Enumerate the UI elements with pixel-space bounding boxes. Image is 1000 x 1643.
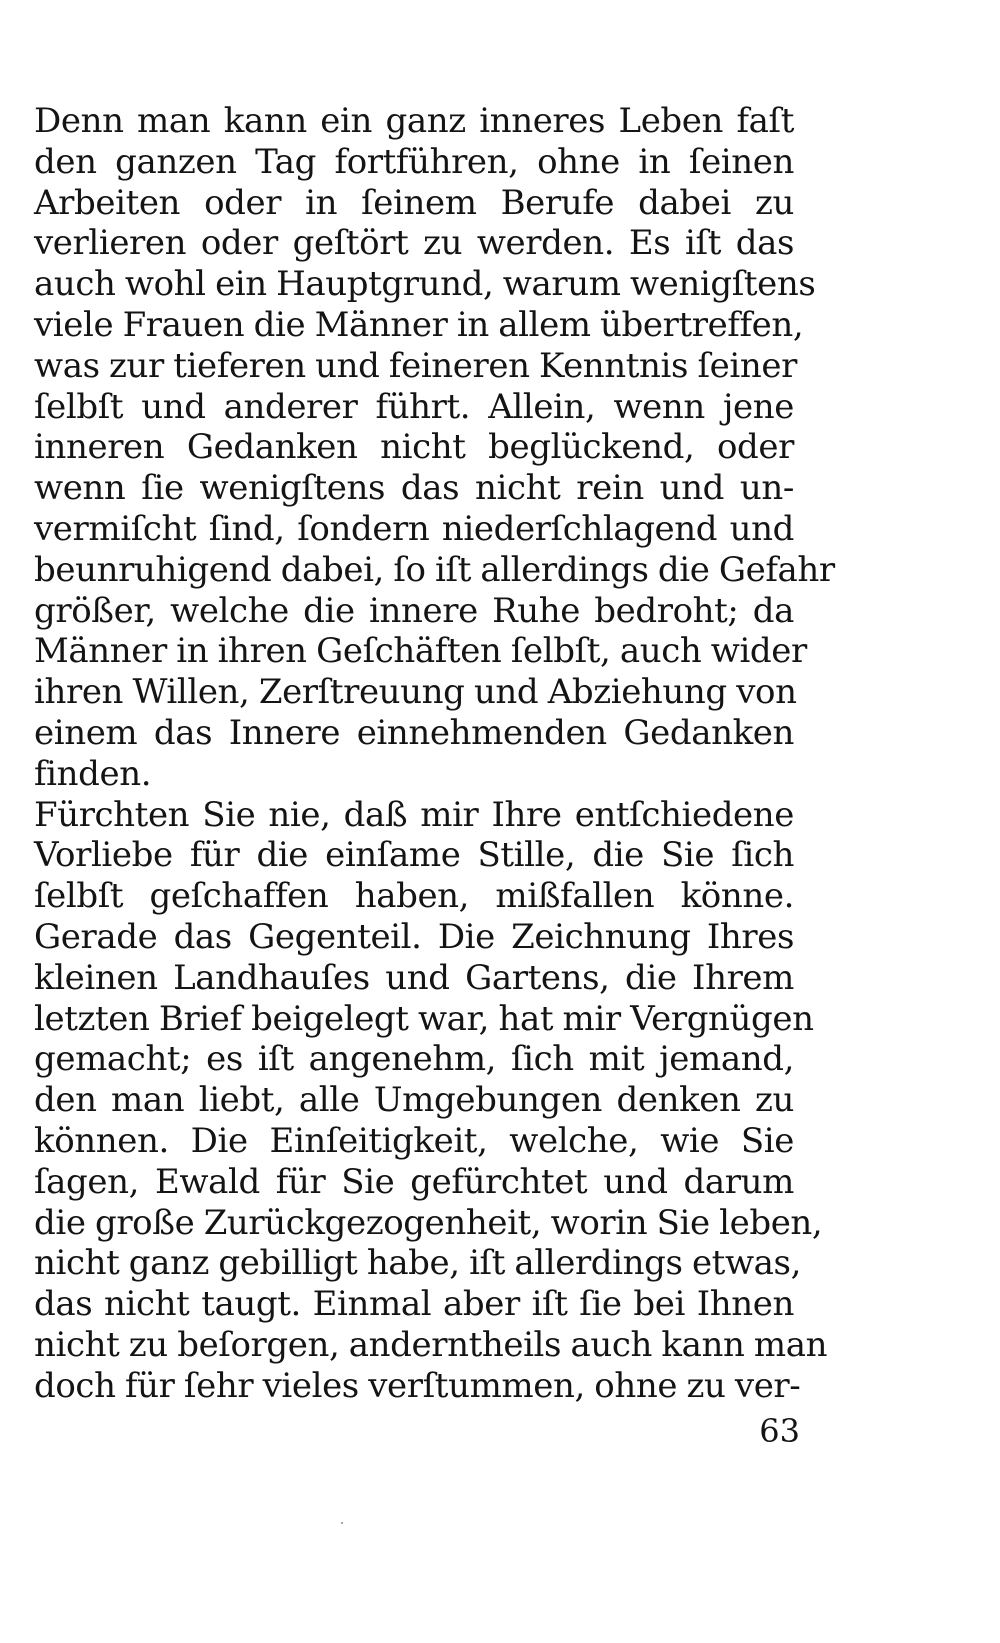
text-line: größer, welche die innere Ruhe bedroht; da xyxy=(34,590,794,631)
text-line: Denn man kann ein ganz inneres Leben faſt xyxy=(34,101,794,141)
page-number: 63 xyxy=(759,1412,800,1450)
text-line: ſelbſt und anderer führt. Allein, wenn jene xyxy=(34,386,794,427)
text-line: inneren Gedanken nicht beglückend, oder xyxy=(34,427,794,468)
text-line: Vorliebe für die einſame Stille, die Sie ſich xyxy=(34,835,794,876)
text-line: kleinen Landhauſes und Gartens, die Ihrem xyxy=(34,957,794,998)
text-line: die große Zurückgezogenheit, worin Sie leben, xyxy=(34,1202,823,1243)
text-line: ſelbſt geſchaffen haben, mißfallen könne. xyxy=(34,876,794,917)
text-line: vermiſcht ſind, ſondern niederſchlagend und xyxy=(34,508,794,549)
text-line: letzten Brief beigelegt war, hat mir Vergnügen xyxy=(34,998,814,1039)
text-line: gemacht; es iſt angenehm, ſich mit jemand, xyxy=(34,1039,794,1080)
text-line: können. Die Einſeitigkeit, welche, wie Sie xyxy=(34,1120,794,1161)
text-line: Fürchten Sie nie, daß mir Ihre entſchiedene xyxy=(34,794,794,835)
text-line: Männer in ihren Geſchäften ſelbſt, auch wider xyxy=(34,631,807,672)
body-text xyxy=(34,101,835,1407)
text-line: einem das Innere einnehmenden Gedanken xyxy=(34,712,794,753)
text-line: Arbeiten oder in ſeinem Berufe dabei zu xyxy=(34,182,794,223)
text-line: das nicht taugt. Einmal aber iſt ſie bei Ihnen xyxy=(34,1284,794,1325)
text-line: verlieren oder geſtört zu werden. Es iſt das xyxy=(34,223,794,264)
text-line: wenn ſie wenigſtens das nicht rein und un- xyxy=(34,468,794,509)
text-line: nicht zu beſorgen, anderntheils auch kann man xyxy=(34,1324,828,1365)
text-line: finden. xyxy=(34,753,152,794)
text-line: den man liebt, alle Umgebungen denken zu xyxy=(34,1080,794,1121)
text-line: ſagen, Ewald für Sie gefürchtet und darum xyxy=(34,1161,794,1202)
paper-speck xyxy=(341,1522,343,1524)
text-line: den ganzen Tag fortführen, ohne in ſeinen xyxy=(34,141,794,182)
paragraph-1 xyxy=(34,101,835,795)
text-line: viele Frauen die Männer in allem übertreffen, xyxy=(34,304,804,345)
text-line: ihren Willen, Zerſtreuung und Abziehung von xyxy=(34,672,797,713)
text-line: doch für ſehr vieles verſtummen, ohne zu ver- xyxy=(34,1365,801,1406)
text-line: auch wohl ein Hauptgrund, warum wenigſtens xyxy=(34,264,816,305)
text-line: nicht ganz gebilligt habe, iſt allerdings etwas, xyxy=(34,1243,801,1284)
text-line: Gerade das Gegenteil. Die Zeichnung Ihres xyxy=(34,916,794,957)
paragraph-2 xyxy=(34,794,828,1407)
text-line: beunruhigend dabei, ſo iſt allerdings die Gefahr xyxy=(34,549,835,590)
text-line: was zur tieferen und feineren Kenntnis ſeiner xyxy=(34,345,797,386)
